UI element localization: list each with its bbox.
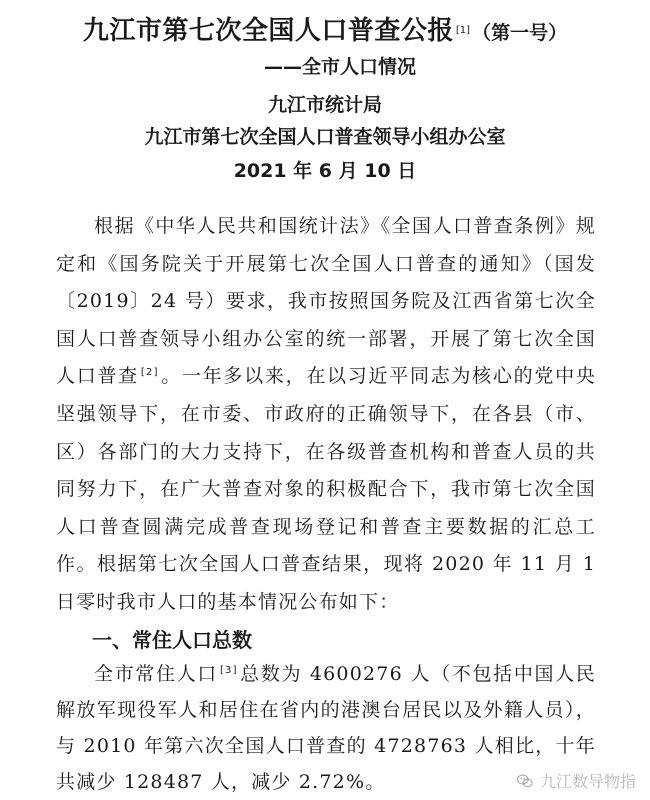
intro-text-part2: 。一年多以来，在以习近平同志为核心的党中央坚强领导下，在市委、市政府的正确领导下，在各县（市、区）各部门的大力支持下，在各级普查机构和普查人员的共同努力下，在广大普查对象的积极配合下，我市第七次全国人口普查圆满完成普查现场登记和普查主要数据的汇总工作。根据第七次全国人口普查结果，现将 2020 年 11 月 1 日零时我市人口的基本情况公布如下： [56, 365, 596, 613]
watermark-text: 九江数导物指 [539, 772, 636, 791]
issuer-statistics-bureau: 九江市统计局 [267, 94, 382, 116]
wechat-icon [516, 772, 534, 790]
section-text-part1: 全市常住人口 [94, 663, 218, 685]
intro-text-part1: 根据《中华人民共和国统计法》《全国人口普查条例》规定和《国务院关于开展第七次全国人口普查的通知》（国发〔2019〕24 号）要求，我市按照国务院及江西省第七次全国人口普查领导小组办公室的统一部署，开展了第七次全国人口普查 [56, 215, 596, 388]
subtitle: ——全市人口情况 [263, 56, 416, 78]
section-footnote-ref[interactable]: [3] [219, 664, 238, 676]
intro-footnote-ref[interactable]: [2] [140, 367, 159, 379]
intro-paragraph [56, 208, 596, 622]
section-text-part2: 总数为 4600276 人（不包括中国人民解放军现役军人和居住在省内的港澳台居民以及外籍人员），与 2010 年第六次全国人口普查的 4728763 人相比，十年共减少 128487 人，减少 2.72%。 [56, 663, 597, 793]
title-number: （第一号） [472, 22, 568, 44]
title-footnote-ref[interactable]: [1] [455, 24, 471, 36]
publish-date: 2021 年 6 月 10 日 [233, 160, 417, 182]
bulletin-title [0, 10, 650, 47]
watermark [516, 769, 636, 792]
title-text: 九江市第七次全国人口普查公报 [82, 16, 454, 46]
section-heading-population-total: 一、常住人口总数 [92, 628, 252, 652]
issuer-census-office: 九江市第七次全国人口普查领导小组办公室 [144, 126, 506, 148]
